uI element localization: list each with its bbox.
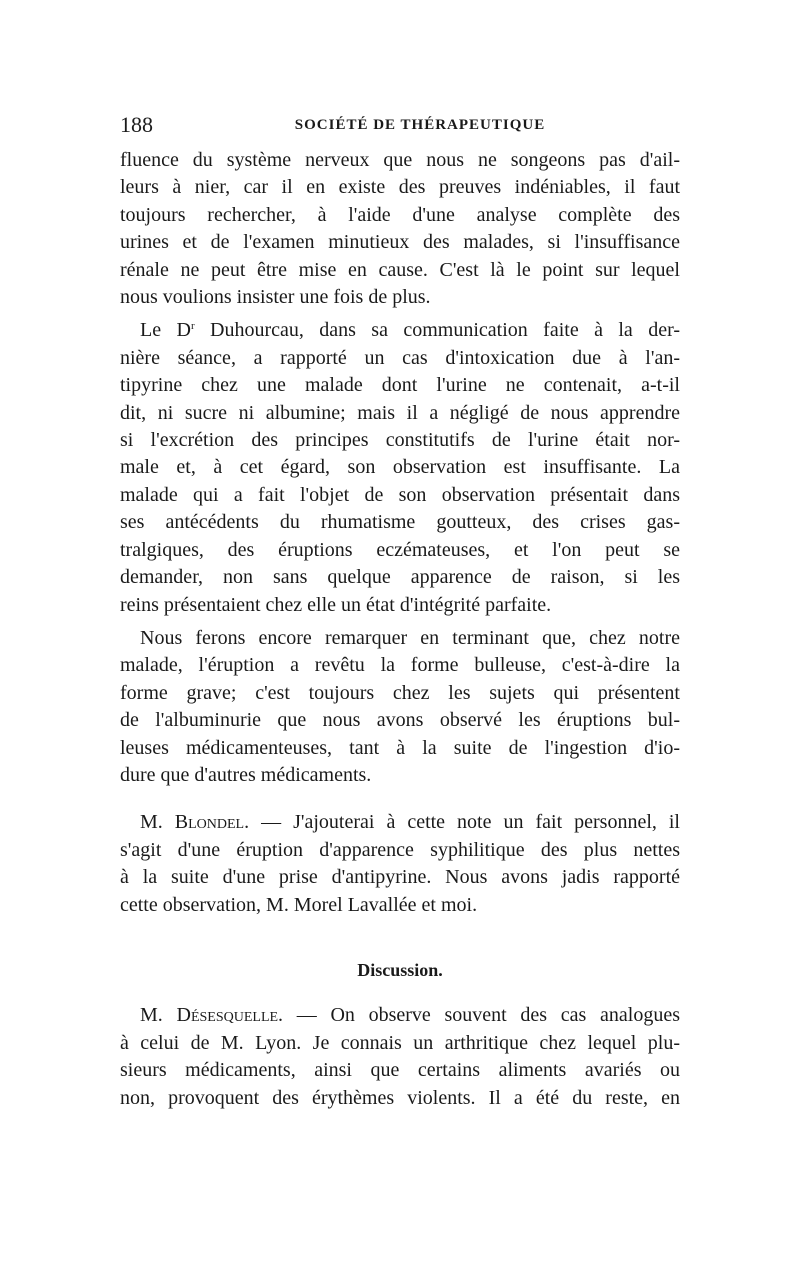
text-line: à celui de M. Lyon. Je connais un arthritique chez lequel plu- <box>120 1031 680 1054</box>
text-line: fluence du système nerveux que nous ne songeons pas d'ail- <box>120 149 680 171</box>
text-line: de l'albuminurie que nous avons observé les éruptions bul- <box>120 709 680 732</box>
text-line <box>120 1002 680 1029</box>
speaker-name: Blondel <box>174 811 245 834</box>
running-title: SOCIÉTÉ DE THÉRAPEUTIQUE <box>294 117 546 133</box>
text-line: cette observation, M. Morel Lavallée et moi. <box>120 893 478 916</box>
text-fragment: Duhourcau, dans sa communication faite à la der- <box>194 319 680 342</box>
text-line: malade qui a fait l'objet de son observation présentait dans <box>120 483 680 506</box>
text-line: urines et de l'examen minutieux des malades, si l'insuffisance <box>120 231 680 254</box>
text-fragment: . — J'ajouterai à cette note un fait personnel, il <box>244 811 680 834</box>
text-line: dit, ni sucre ni albumine; mais il a négligé de nous apprendre <box>120 401 680 424</box>
superscript: r <box>190 320 195 333</box>
text-line: tipyrine chez une malade dont l'urine ne contenait, a-t-il <box>120 374 680 397</box>
text-line: male et, à cet égard, son observation est insuffisante. La <box>120 456 680 479</box>
text-line: malade, l'éruption a revêtu la forme bulleuse, c'est-à-dire la <box>120 654 680 677</box>
text-line: nière séance, a rapporté un cas d'intoxication due à l'an- <box>120 346 680 369</box>
text-line: leurs à nier, car il en existe des preuves indéniables, il faut <box>120 176 680 199</box>
speaker-name: Désesquelle <box>176 1004 279 1027</box>
paragraph-duhourcau <box>120 317 680 618</box>
text-line: s'agit d'une éruption d'apparence syphilitique des plus nettes <box>120 838 680 861</box>
text-line: sieurs médicaments, ainsi que certains aliments avariés ou <box>120 1059 680 1082</box>
text-fragment: M. <box>140 1004 177 1027</box>
text-line: reins présentaient chez elle un état d'intégrité parfaite. <box>120 593 552 616</box>
text-line: à la suite d'une prise d'antipyrine. Nous avons jadis rapporté <box>120 866 680 889</box>
section-heading: Discussion. <box>357 959 443 980</box>
body-text <box>120 147 680 1112</box>
text-line: ses antécédents du rhumatisme goutteux, des crises gas- <box>120 511 680 534</box>
text-fragment: M. <box>140 811 175 834</box>
text-line: toujours rechercher, à l'aide d'une analyse complète des <box>120 203 680 226</box>
text-line: nous voulions insister une fois de plus. <box>120 286 431 309</box>
text-line: demander, non sans quelque apparence de raison, si les <box>120 566 680 589</box>
text-line: forme grave; c'est toujours chez les sujets qui présentent <box>120 681 680 704</box>
text-line: rénale ne peut être mise en cause. C'est là le point sur lequel <box>120 258 680 281</box>
text-line: tralgiques, des éruptions eczémateuses, et l'on peut se <box>120 538 680 561</box>
paragraph-desesquelle <box>120 1002 680 1112</box>
page-number: 188 <box>120 112 153 137</box>
text-fragment: . — On observe souvent des cas analogues <box>278 1004 680 1027</box>
text-line: si l'excrétion des principes constitutifs de l'urine était nor- <box>120 429 680 452</box>
paragraph-remarks <box>120 625 680 789</box>
text-line <box>120 809 680 836</box>
paragraph-blondel <box>120 809 680 919</box>
text-line: non, provoquent des érythèmes violents. Il a été du reste, en <box>120 1086 680 1109</box>
page-header <box>120 112 680 142</box>
text-line: dure que d'autres médicaments. <box>120 763 372 786</box>
text-fragment: Le D <box>140 319 191 342</box>
text-line <box>120 317 680 344</box>
paragraph-continuation <box>120 147 680 311</box>
text-line: Nous ferons encore remarquer en terminant que, chez notre <box>140 626 680 649</box>
text-line: leuses médicamenteuses, tant à la suite de l'ingestion d'io- <box>120 736 680 759</box>
